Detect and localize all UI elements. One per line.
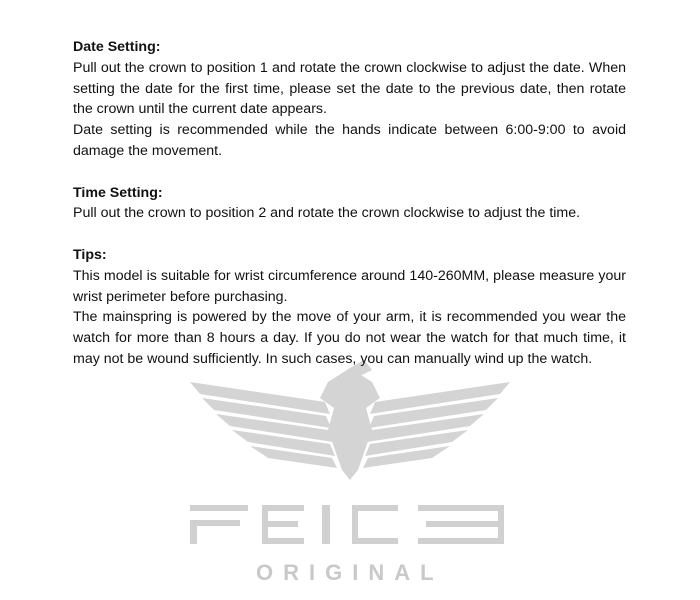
tips-heading: Tips: <box>73 246 107 263</box>
brand-tagline: ORIGINAL <box>256 560 444 585</box>
tips-section <box>73 245 626 370</box>
tips-paragraph-2: The mainspring is powered by the move of your arm, it is recommended you wear the watch for more than 8 hours a day. If you do not wear the watch for that much time, it may not be wound sufficiently. In such cases, you can manually wind up the watch. <box>73 309 626 367</box>
date-setting-heading: Date Setting: <box>73 39 161 55</box>
date-setting-paragraph-1: Pull out the crown to position 1 and rotate the crown clockwise to adjust the date. When setting the date for the first time, please set the date to the previous date, then rotate the crown until the current date appears. <box>73 59 626 118</box>
time-setting-heading: Time Setting: <box>73 184 163 201</box>
tips-paragraph-1: This model is suitable for wrist circumference around 140-260MM, please measure your wrist perimeter before purchasing. <box>73 267 626 305</box>
date-setting-paragraph-2: Date setting is recommended while the hands indicate between 6:00-9:00 to avoid damage the movement. <box>73 122 626 159</box>
time-setting-section <box>73 183 626 225</box>
section-spacer <box>73 224 626 245</box>
time-setting-paragraph-1: Pull out the crown to position 2 and rotate the crown clockwise to adjust the time. <box>73 205 581 222</box>
section-spacer <box>73 162 626 183</box>
instructions-document <box>73 37 626 370</box>
date-setting-section <box>73 37 626 162</box>
